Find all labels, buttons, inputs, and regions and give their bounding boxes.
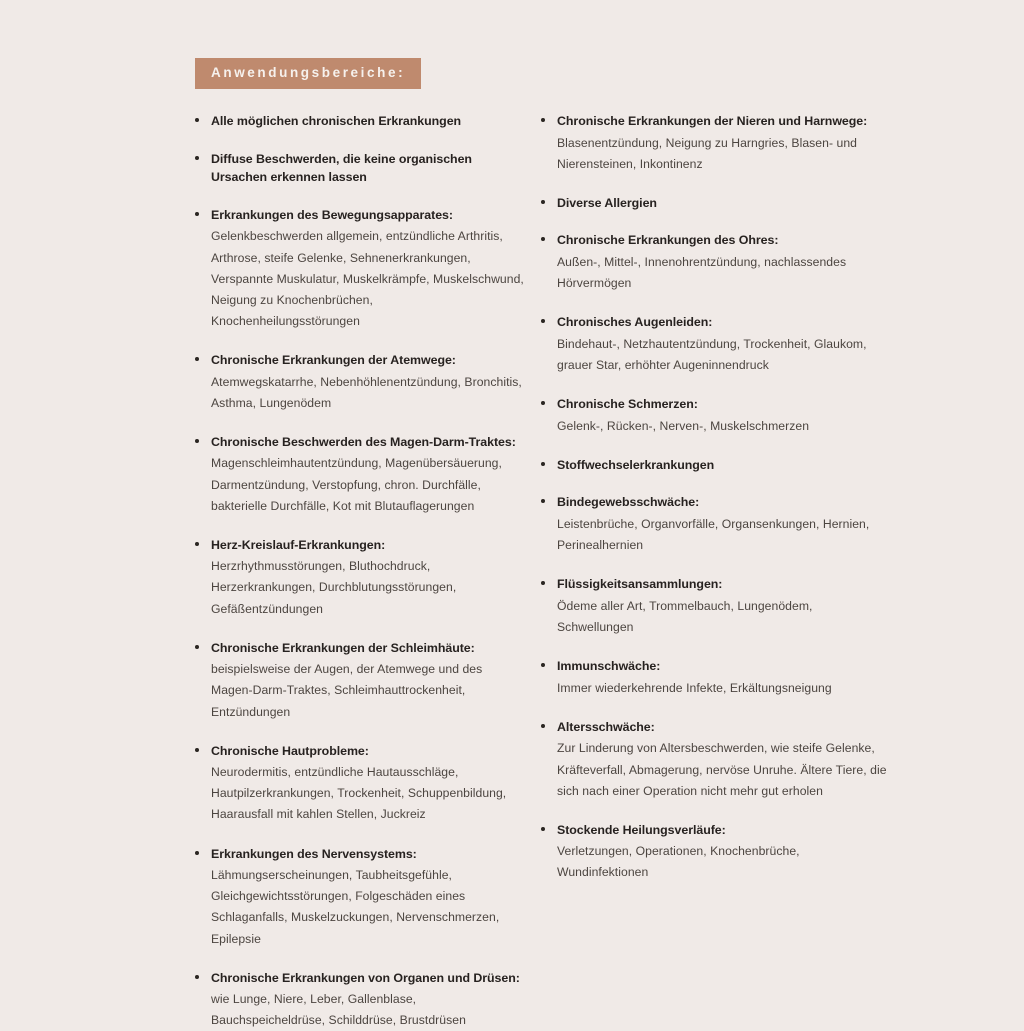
list-item: [541, 821, 891, 884]
list-item: [195, 536, 525, 620]
list-item-title: Chronische Erkrankungen der Schleimhäute:: [211, 640, 475, 655]
bullet-icon: [195, 357, 199, 361]
list-item: [195, 433, 525, 517]
list-item-title: Chronische Hautprobleme:: [211, 743, 369, 758]
list-item: [195, 742, 525, 826]
list-item-description: Gelenkbeschwerden allgemein, entzündliche Arthritis, Arthrose, steife Gelenke, Sehnenerkrankungen, Verspannte Muskulatur, Muskelkrämpfe, Muskelschwund, Neigung zu Knochenbrüchen, Knochenheilungsstörungen: [211, 229, 524, 328]
bullet-icon: [195, 645, 199, 649]
list-item-title: Diverse Allergien: [557, 195, 657, 210]
list-item-description: wie Lunge, Niere, Leber, Gallenblase, Bauchspeicheldrüse, Schilddrüse, Brustdrüsen: [211, 992, 466, 1028]
list-item-description: beispielsweise der Augen, der Atemwege und des Magen-Darm-Traktes, Schleimhauttrockenheit, Entzündungen: [211, 662, 483, 719]
bullet-icon: [541, 237, 545, 241]
list-item: [195, 150, 525, 187]
list-item: [195, 112, 525, 131]
list-item-title: Erkrankungen des Nervensystems:: [211, 846, 417, 861]
list-item: [541, 493, 891, 556]
bullet-icon: [541, 462, 545, 466]
section-heading: [195, 58, 421, 89]
list-item-title: Flüssigkeitsansammlungen:: [557, 577, 723, 592]
list-item-description: Magenschleimhautentzündung, Magenübersäuerung, Darmentzündung, Verstopfung, chron. Durchfälle, bakterielle Durchfälle, Kot mit Blutauflagerungen: [211, 456, 502, 513]
list-item-description: Zur Linderung von Altersbeschwerden, wie steife Gelenke, Kräfteverfall, Abmagerung, nervöse Unruhe. Ältere Tiere, die sich nach einer Operation nicht mehr gut erholen: [557, 741, 887, 798]
list-item-title: Chronisches Augenleiden:: [557, 315, 713, 330]
list-item-title: Immunschwäche:: [557, 659, 661, 674]
list-item-title: Chronische Erkrankungen des Ohres:: [557, 233, 779, 248]
list-item-title: Stoffwechselerkrankungen: [557, 457, 715, 472]
bullet-icon: [541, 499, 545, 503]
list-item: [195, 206, 525, 332]
bullet-icon: [541, 663, 545, 667]
list-item-title: Bindegewebsschwäche:: [557, 495, 700, 510]
list-item-description: Leistenbrüche, Organvorfälle, Organsenkungen, Hernien, Perinealhernien: [557, 517, 870, 553]
list-item-title: Herz-Kreislauf-Erkrankungen:: [211, 537, 386, 552]
list-item-description: Atemwegskatarrhe, Nebenhöhlenentzündung, Bronchitis, Asthma, Lungenödem: [211, 374, 522, 410]
list-item-description: Außen-, Mittel-, Innenohrentzündung, nachlassendes Hörvermögen: [557, 255, 847, 291]
list-item: [195, 969, 525, 1031]
bullet-icon: [541, 200, 545, 204]
list-item: [195, 845, 525, 950]
list-item-description: Ödeme aller Art, Trommelbauch, Lungenödem, Schwellungen: [557, 598, 813, 634]
bullet-icon: [541, 319, 545, 323]
list-item-title: Chronische Beschwerden des Magen-Darm-Traktes:: [211, 434, 516, 449]
list-item-title: Altersschwäche:: [557, 719, 655, 734]
list-item-description: Verletzungen, Operationen, Knochenbrüche, Wundinfektionen: [557, 844, 800, 880]
list-item-title: Chronische Erkrankungen von Organen und Drüsen:: [211, 970, 520, 985]
bullet-icon: [195, 542, 199, 546]
list-item-title: Chronische Schmerzen:: [557, 397, 698, 412]
list-item-description: Lähmungserscheinungen, Taubheitsgefühle, Gleichgewichtsstörungen, Folgeschäden eines Schlaganfalls, Muskelzuckungen, Nervenschmerzen, Epilepsie: [211, 868, 500, 946]
list-item-title: Chronische Erkrankungen der Nieren und Harnwege:: [557, 114, 868, 128]
bullet-icon: [195, 156, 199, 160]
list-item: [541, 456, 891, 475]
bullet-icon: [541, 724, 545, 728]
list-item-title: Diffuse Beschwerden, die keine organischen Ursachen erkennen lassen: [211, 151, 472, 185]
bullet-icon: [195, 748, 199, 752]
application-areas-badge: Anwendungsbereiche:: [195, 58, 421, 89]
bullet-icon: [195, 118, 199, 122]
bullet-icon: [195, 212, 199, 216]
right-column: [541, 112, 891, 884]
list-item-title: Erkrankungen des Bewegungsapparates:: [211, 207, 453, 222]
list-item: [541, 718, 891, 802]
bullet-icon: [195, 851, 199, 855]
list-item-description: Gelenk-, Rücken-, Nerven-, Muskelschmerzen: [557, 418, 810, 433]
bullet-icon: [541, 827, 545, 831]
list-item-title: Alle möglichen chronischen Erkrankungen: [211, 114, 462, 128]
bullet-icon: [195, 975, 199, 979]
list-item-title: Stockende Heilungsverläufe:: [557, 822, 726, 837]
list-item: [541, 231, 891, 294]
list-item-title: Chronische Erkrankungen der Atemwege:: [211, 352, 456, 367]
list-item-description: Neurodermitis, entzündliche Hautausschläge, Hautpilzerkrankungen, Trockenheit, Schuppenbildung, Haarausfall mit kahlen Stellen, Juckreiz: [211, 765, 507, 822]
bullet-icon: [541, 401, 545, 405]
list-item: [541, 395, 891, 437]
left-column: [195, 112, 525, 1031]
list-item: [541, 194, 891, 213]
bullet-icon: [195, 439, 199, 443]
list-item: [541, 657, 891, 699]
bullet-icon: [541, 581, 545, 585]
list-item-description: Immer wiederkehrende Infekte, Erkältungsneigung: [557, 680, 832, 695]
list-item: [195, 639, 525, 723]
bullet-icon: [541, 118, 545, 122]
list-item-description: Bindehaut-, Netzhautentzündung, Trockenheit, Glaukom, grauer Star, erhöhter Augeninnendruck: [557, 336, 867, 372]
list-item-description: Blasenentzündung, Neigung zu Harngries, Blasen- und Nierensteinen, Inkontinenz: [557, 135, 857, 171]
list-item: [195, 351, 525, 414]
list-item-description: Herzrhythmusstörungen, Bluthochdruck, Herzerkrankungen, Durchblutungsstörungen, Gefäßentzündungen: [211, 559, 457, 616]
list-item: [541, 575, 891, 638]
list-item: [541, 313, 891, 376]
list-item: [541, 112, 891, 175]
